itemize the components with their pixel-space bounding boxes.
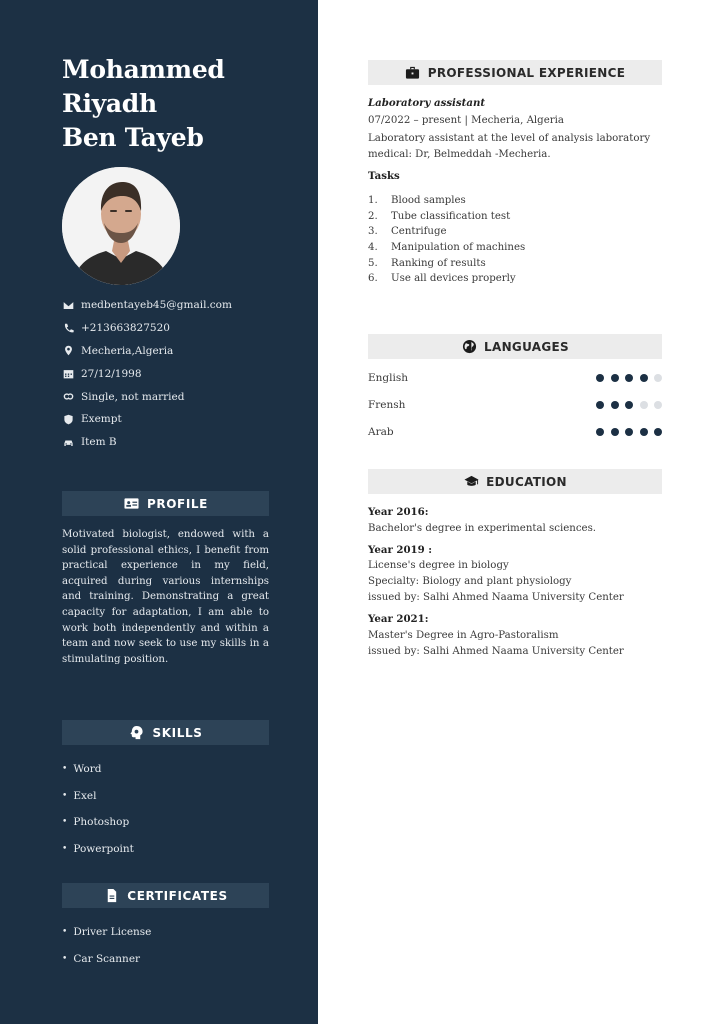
contact-list	[62, 294, 302, 454]
car-icon	[62, 436, 75, 449]
certificate-item: • Driver License	[62, 918, 151, 945]
task-text: Centrifuge	[391, 226, 447, 238]
contact-military	[62, 408, 302, 431]
rings-icon	[62, 390, 75, 403]
certificates-list	[62, 918, 151, 972]
language-level-dots	[590, 374, 663, 382]
sidebar	[0, 0, 318, 1024]
task-text: Tube classification test	[391, 210, 511, 222]
language-level-dots	[590, 428, 663, 436]
task-item: 4. Manipulation of machines	[368, 242, 526, 254]
certificate-item: • Car Scanner	[62, 945, 151, 972]
contact-location	[62, 340, 302, 363]
section-title: PROFESSIONAL EXPERIENCE	[427, 65, 626, 80]
education-line: Specialty: Biology and plant physiology	[368, 576, 572, 587]
skills-list	[62, 756, 134, 862]
level-dot-filled	[596, 428, 604, 436]
level-dot-empty	[654, 374, 662, 382]
skills-section-header	[62, 720, 269, 745]
section-title: CERTIFICATES	[127, 888, 228, 903]
education-line: Bachelor's degree in experimental sciences.	[368, 523, 597, 534]
level-dot-filled	[596, 374, 604, 382]
section-title: PROFILE	[147, 496, 208, 511]
education-line: License's degree in biology	[368, 560, 509, 571]
level-dot-empty	[654, 401, 662, 409]
languages-section-header	[368, 334, 662, 359]
skill-item: • Exel	[62, 783, 134, 810]
section-title: SKILLS	[152, 725, 203, 740]
job-dates: 07/2022 – present | Mecheria, Algeria	[368, 115, 564, 126]
skill-item: • Photoshop	[62, 809, 134, 836]
language-row	[368, 370, 662, 386]
task-item: 2. Tube classification test	[368, 210, 511, 222]
candidate-name	[62, 53, 225, 155]
contact-text: Item B	[81, 436, 117, 449]
education-section-header	[368, 469, 662, 494]
education-year: Year 2016:	[368, 506, 429, 518]
education-line: issued by: Salhi Ahmed Naama University Center	[368, 646, 624, 657]
contact-email	[62, 294, 302, 317]
level-dot-filled	[625, 428, 633, 436]
level-dot-filled	[625, 374, 633, 382]
contact-text: 27/12/1998	[81, 367, 142, 380]
task-text: Use all devices properly	[391, 273, 516, 285]
task-item: 3. Centrifuge	[368, 226, 447, 238]
contact-birthdate	[62, 362, 302, 385]
level-dot-filled	[625, 401, 633, 409]
job-description: Laboratory assistant at the level of analysis laboratory medical: Dr, Belmeddah -Mecheria.	[368, 133, 651, 160]
phone-icon	[62, 322, 75, 335]
language-level-dots	[590, 401, 663, 409]
contact-phone	[62, 317, 302, 340]
contact-marital	[62, 385, 302, 408]
profile-text: Motivated biologist, endowed with a solid professional ethics, I benefit from practical experience in my field, acquired during various internships and training. Demonstrating a great capacity for adaptation, I am able to work both independently and within a team and now seek to use my skills in a stimulating position.	[62, 529, 269, 665]
briefcase-icon	[405, 65, 421, 81]
level-dot-empty	[640, 401, 648, 409]
certificate-icon	[103, 888, 119, 904]
language-name: English	[368, 372, 409, 384]
tasks-list	[368, 193, 525, 287]
language-row	[368, 424, 662, 440]
level-dot-filled	[640, 428, 648, 436]
profile-section-header	[62, 491, 269, 516]
language-row	[368, 397, 662, 413]
experience-section-header	[368, 60, 662, 85]
skill-item: • Word	[62, 756, 134, 783]
contact-text: +213663827520	[81, 322, 170, 335]
globe-icon	[461, 339, 477, 355]
name-line: Riyadh	[62, 89, 157, 118]
contact-text: Single, not married	[81, 390, 185, 403]
contact-license	[62, 431, 302, 454]
contact-text: medbentayeb45@gmail.com	[81, 299, 232, 312]
level-dot-filled	[611, 374, 619, 382]
certificates-section-header	[62, 883, 269, 908]
education-year: Year 2019 :	[368, 544, 433, 556]
head-brain-icon	[129, 725, 145, 741]
task-text: Blood samples	[391, 195, 466, 207]
task-item: 5. Ranking of results	[368, 257, 486, 269]
level-dot-filled	[640, 374, 648, 382]
language-name: Arab	[368, 426, 394, 438]
portrait-image	[62, 167, 180, 285]
section-title: EDUCATION	[486, 474, 567, 489]
job-title: Laboratory assistant	[368, 97, 486, 109]
education-line: Master's Degree in Agro-Pastoralism	[368, 630, 559, 641]
section-title: LANGUAGES	[484, 339, 569, 354]
task-text: Manipulation of machines	[391, 242, 526, 254]
profile-photo	[62, 167, 180, 285]
name-line: Ben Tayeb	[62, 123, 204, 152]
name-line: Mohammed	[62, 55, 225, 84]
calendar-icon	[62, 367, 75, 380]
contact-text: Mecheria,Algeria	[81, 344, 174, 357]
tasks-label: Tasks	[368, 170, 400, 182]
location-pin-icon	[62, 344, 75, 357]
level-dot-filled	[611, 401, 619, 409]
education-line: issued by: Salhi Ahmed Naama University Center	[368, 592, 624, 603]
level-dot-filled	[596, 401, 604, 409]
level-dot-filled	[654, 428, 662, 436]
mail-icon	[62, 299, 75, 312]
education-year: Year 2021:	[368, 613, 429, 625]
id-card-icon	[123, 496, 139, 512]
profile-summary	[62, 527, 269, 667]
graduation-cap-icon	[463, 474, 479, 490]
skill-item: • Powerpoint	[62, 836, 134, 863]
task-item: 1. Blood samples	[368, 195, 466, 207]
shield-icon	[62, 413, 75, 426]
level-dot-filled	[611, 428, 619, 436]
task-text: Ranking of results	[391, 257, 486, 269]
language-name: Frensh	[368, 399, 406, 411]
contact-text: Exempt	[81, 413, 122, 426]
task-item: 6. Use all devices properly	[368, 273, 516, 285]
